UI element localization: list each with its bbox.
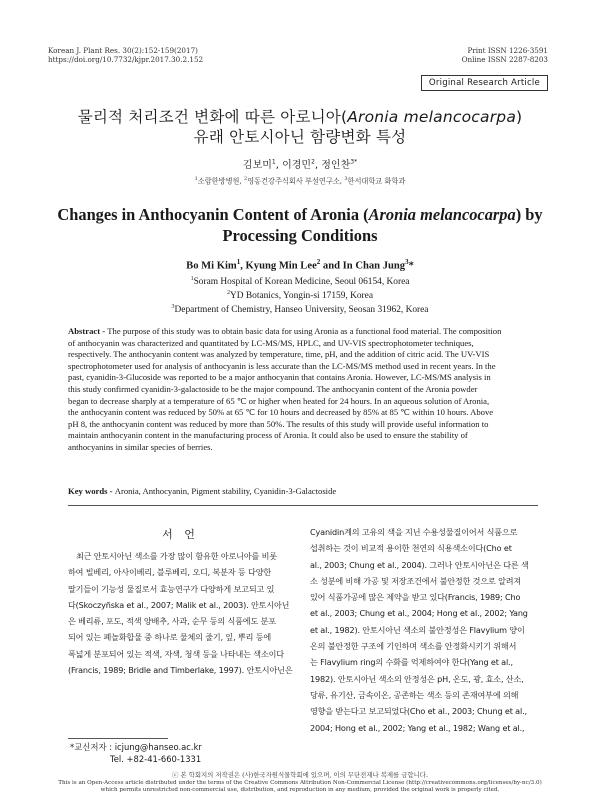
- english-authors: Bo Mi Kim$^1$, Kyung Min Lee$^2$ and In Chan Jung$^3$*: [186, 258, 414, 272]
- body-line: Cyanidin계의 고유의 색을 지닌 수용성물질이어서 식품으로: [310, 527, 518, 537]
- body-line: 2004; Hong et al., 2002; Yang et al., 1982; Wang et al.,: [310, 722, 525, 733]
- body-line: 온의 불안정한 구조에 기인하며 색소를 안정화시키기 위해서: [310, 641, 517, 652]
- keywords: [68, 486, 336, 496]
- body-line: 는 Flavylium ring의 수화를 억제하여야 한다(Yang et al.,: [310, 657, 513, 668]
- abstract-label: Abstract -: [68, 326, 108, 336]
- running-header-right: [462, 46, 548, 64]
- right-column: [310, 524, 540, 736]
- korean-title: [0, 107, 600, 147]
- copyright-korean: ⓒ 본 학회지의 저작권은 (사)한국자원식물학회에 있으며, 이의 무단전재나 복제를 금합니다.: [172, 771, 428, 779]
- body-line: 영향을 받는다고 보고되었다(Cho et al., 2003; Chung et al.,: [310, 706, 527, 717]
- article-type-badge: Original Research Article: [421, 75, 548, 91]
- left-column: [68, 548, 296, 678]
- abstract-line: began to decrease sharply at a temperature of 65 ℃ or higher when heated for 24 hours. In an aqueous solution of Aronia,: [68, 395, 490, 406]
- affiliation-1: $^1$Soram Hospital of Korean Medicine, Seoul 06154, Korea: [190, 276, 410, 288]
- abstract-line: of anthocyanin was characterized and quantitated by LC-MS/MS, HPLC, and UV-VIS spectrophotometer techniques,: [68, 337, 474, 348]
- body-line: 당류, 유기산, 금속이온, 공존하는 색소 등의 존재여부에 의해: [310, 689, 519, 700]
- abstract-line: this study confirmed cyanidin-3-galactoside to be the major compound. The anthocyanin content of the Aronia powder: [68, 383, 478, 394]
- divider: [68, 505, 538, 506]
- abstract-line: maintain anthocyanin content in the manufacturing process of Aronia. It could also be used to ensure the stability of: [68, 430, 468, 441]
- abstract-line: respectively. The anthocyanin content was analyzed by temperature, time, pH, and the addition of citric acid. The UV-VIS: [68, 349, 490, 360]
- english-title-line1: Changes in Anthocyanin Content of Aronia (Aronia melancocarpa) by: [57, 205, 543, 224]
- abstract-line: Abstract - The purpose of this study was to obtain basic data for using Aronia as a functional food material. The composition: [68, 326, 502, 336]
- footnote-rule: [68, 738, 168, 739]
- body-line: 하여 빌베리, 아사이베리, 블루베리, 오디, 복분자 등 다양한: [68, 567, 272, 578]
- korean-title-line1: 물리적 처리조건 변화에 따른 아로니아(Aronia melancocarpa): [77, 108, 523, 126]
- abstract: [68, 326, 538, 454]
- body-line: al., 2003; Chung et al., 2004). 그러나 안토시아닌은 다른 색: [310, 559, 529, 570]
- keywords-text: Aronia, Anthocyanin, Pigment stability, Cyanidin-3-Galactoside: [114, 486, 337, 496]
- print-issn: Print ISSN 1226-3591: [467, 46, 548, 55]
- correspondence-label: *교신저자 :: [70, 742, 115, 752]
- correspondence: [70, 741, 202, 765]
- body-line: 소 성분에 비해 가공 및 저장조건에서 불안정한 것으로 알려져: [310, 575, 522, 586]
- body-line: et al., 2003; Chung et al., 2004; Hong et al., 2002; Yang: [310, 608, 528, 619]
- body-line: 다(Skoczyñska et al., 2007; Malik et al., 2003). 안토시아닌: [68, 599, 290, 610]
- body-line: (Francis, 1989; Bridle and Timberlake, 1997). 안토시아닌은: [68, 665, 293, 676]
- affiliation-2: $^2$YD Botanics, Yongin-si 17159, Korea: [227, 290, 373, 302]
- abstract-line: anthocyanins in similar species of berries.: [68, 441, 213, 452]
- correspondence-email-line: [70, 741, 202, 753]
- body-line: 딸기들이 기능성 물질로서 효능연구가 다양하게 보고되고 있: [68, 583, 275, 594]
- body-line: 은 베리류, 포도, 적색 양배추, 사과, 순무 등의 식품에도 분포: [68, 616, 276, 627]
- korean-affiliations: $^1$소람한방병원, $^2$영동건강주식회사 부설연구소, $^3$한서대학교 화학과: [194, 176, 406, 186]
- korean-title-line2: 유래 안토시아닌 함량변화 특성: [193, 128, 407, 146]
- body-line: et al., 1982). 안토시아닌 색소의 불안정성은 Flavylium 양이: [310, 624, 525, 635]
- affiliation-3: $^3$Department of Chemistry, Hanseo University, Seosan 31962, Korea: [171, 304, 429, 316]
- body-line: 1982). 안토시아닌 색소의 안정성은 pH, 온도, 광, 효소, 산소,: [310, 673, 524, 684]
- body-line: 있어 식품가공에 많은 제약을 받고 있다(Francis, 1989; Cho: [310, 592, 521, 603]
- keywords-label: Key words -: [68, 486, 115, 496]
- body-line: 되어 있는 폐놀화합물 중 하나로 물체의 줄기, 잎, 뿌리 등에: [68, 632, 272, 643]
- body-line: 섭취하는 것이 비교적 용이한 천연의 식용색소이다(Cho et: [310, 543, 512, 554]
- english-title-line2: Processing Conditions: [222, 226, 378, 245]
- english-title: [0, 204, 600, 246]
- english-affiliations: [0, 274, 600, 316]
- korean-authors: 김보미$^1$, 이경민$^2$, 정인찬$^{3*}$: [242, 158, 358, 171]
- online-issn: Online ISSN 2287-8203: [461, 55, 548, 64]
- journal-citation: Korean J. Plant Res. 30(2):152-159(2017): [48, 46, 198, 55]
- body-line: 최근 안토시아닌 색소를 가장 많이 함유한 아로니아를 비롯: [68, 551, 277, 561]
- abstract-line: pH 8, the anthocyanin content was reduced by more than 50%. The results of this study will provide useful information to: [68, 418, 489, 429]
- abstract-line: past, cyanidin-3-Glucoside was reported to be a major anthocyanin that contains Aronia. However, LC-MS/MS analysis in: [68, 372, 491, 383]
- correspondence-tel: Tel. +82-41-660-1331: [110, 754, 202, 764]
- correspondence-email[interactable]: icjung@hanseo.ac.kr: [114, 742, 202, 752]
- body-line: 폭넓게 분포되어 있는 적색, 자색, 청색 등을 나타내는 색소이다: [68, 648, 284, 659]
- abstract-line: the anthocyanin content was reduced by 50% at 65 ℃ for 10 hours and decreased by 85% at 85 ℃ within 10 hours. Above: [68, 407, 494, 418]
- abstract-line: spectrophotometer used for analysis of anthocyanin is less accurate than the LC-MS/MS method used in recent years. In the: [68, 360, 496, 371]
- license-notice: This is an Open-Access article distributed under the terms of the Creative Commons Attribution Non-Commercial License (http://creativecommons.org/licenses/by-nc/3.0) which permits unrestricted non-commercial use, distribution, and reproduction in any medium, provided the original work is properly cited.: [58, 780, 542, 793]
- doi-link[interactable]: https://doi.org/10.7732/kjpr.2017.30.2.152: [48, 55, 204, 64]
- section-title: 서 언: [162, 528, 199, 541]
- running-header-left: [48, 46, 203, 64]
